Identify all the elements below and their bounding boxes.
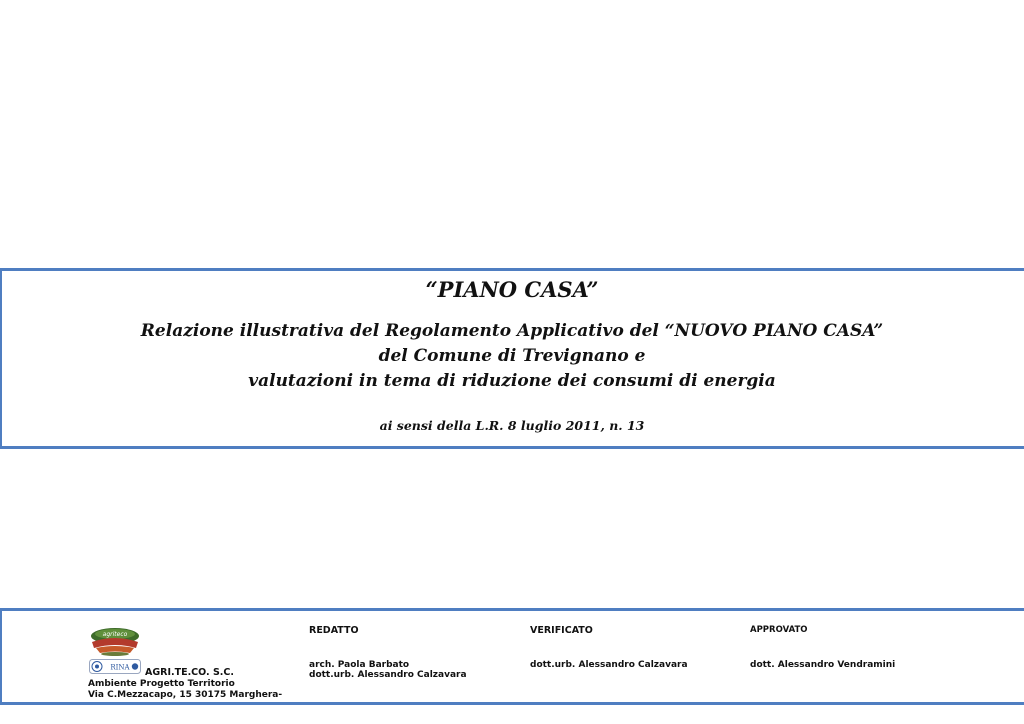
company-logo [90, 626, 140, 656]
verificato-name: dott.urb. Alessandro Calzavara [530, 660, 688, 670]
subtitle-line-3: valutazioni in tema di riduzione dei consumi di energia [248, 371, 776, 391]
footer-top-rule [0, 608, 1024, 611]
document-title: “PIANO CASA” [425, 277, 599, 302]
subtitle-line-2: del Comune di Trevignano e [378, 346, 646, 366]
certification-logo [89, 659, 141, 674]
company-address: Via C.Mezzacapo, 15 30175 Marghera- [88, 690, 283, 700]
verificato-label: VERIFICATO [530, 625, 593, 636]
subtitle-line-1: Relazione illustrativa del Regolamento Applicativo del “NUOVO PIANO CASA” [140, 321, 884, 341]
company-tagline: Ambiente Progetto Territorio [88, 679, 235, 689]
footer-left-border [0, 608, 2, 705]
approvato-name: dott. Alessandro Vendramini [750, 660, 896, 670]
redatto-name-2: dott.urb. Alessandro Calzavara [309, 670, 467, 680]
certification-text: RINA [110, 663, 130, 672]
company-logo-text: agriteco [102, 631, 128, 638]
approvato-label: APPROVATO [750, 625, 808, 635]
legal-reference: ai sensi della L.R. 8 luglio 2011, n. 13 [379, 418, 645, 433]
title-block [0, 271, 1024, 447]
redatto-name-1: arch. Paola Barbato [309, 660, 410, 670]
footer-bottom-rule [0, 702, 1024, 705]
redatto-label: REDATTO [309, 625, 359, 636]
company-name: AGRI.TE.CO. S.C. [145, 667, 234, 678]
